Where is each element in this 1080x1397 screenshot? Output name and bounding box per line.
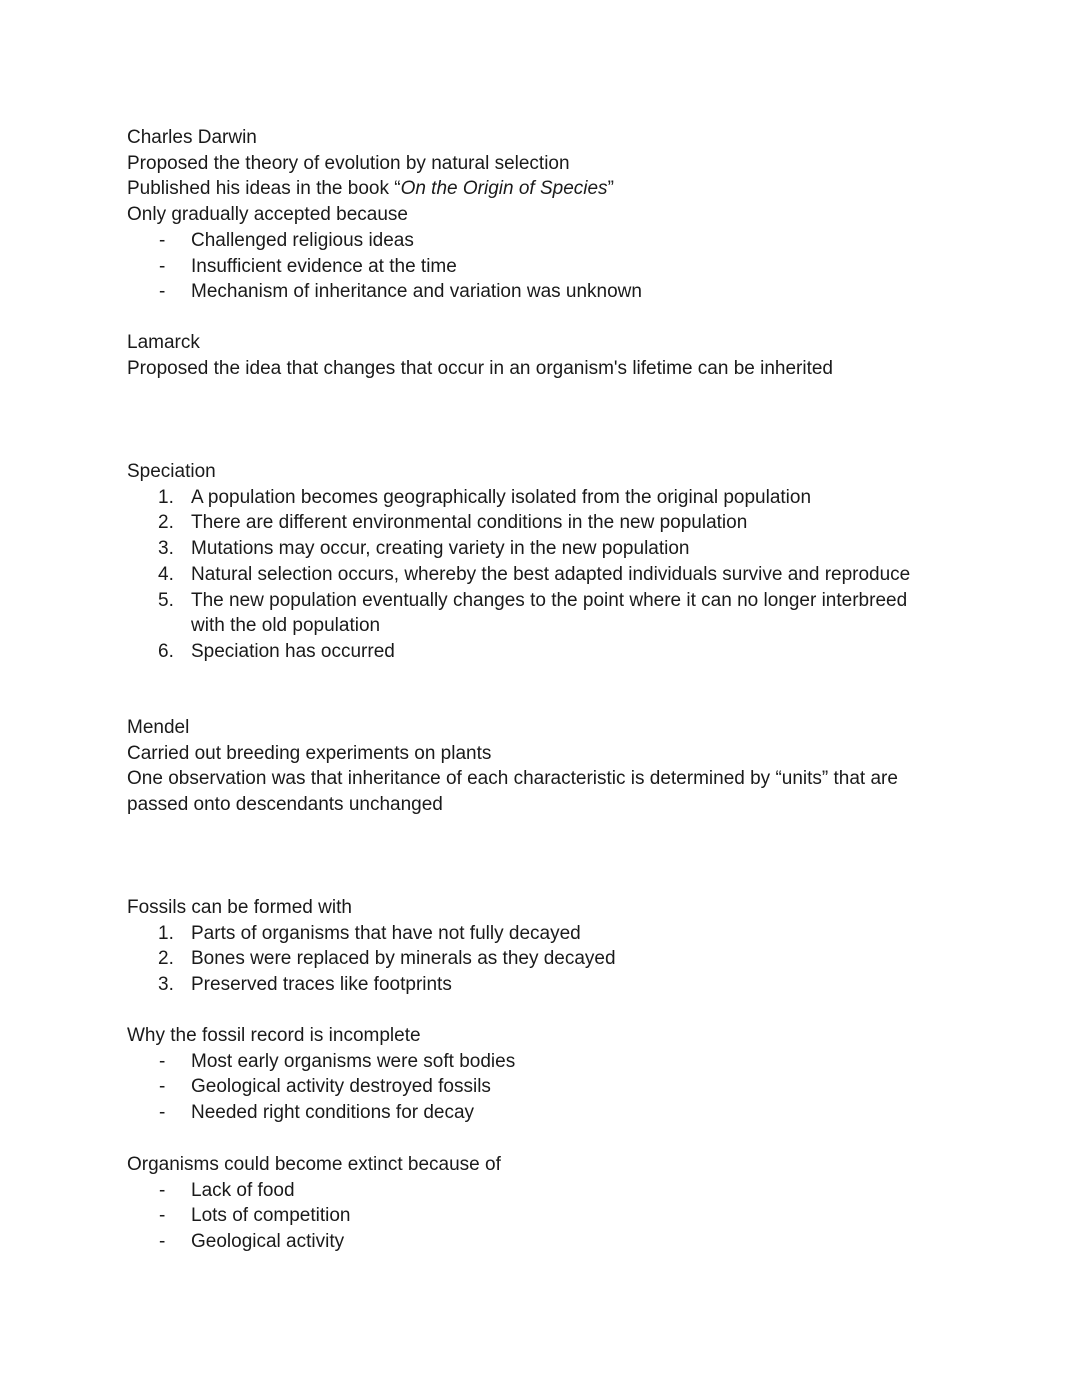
list-item — [127, 639, 957, 665]
list-item-text: Speciation has occurred — [191, 640, 395, 662]
number-marker: 1. — [158, 922, 174, 944]
list-item-text: Bones were replaced by minerals as they decayed — [191, 948, 616, 970]
book-title: On the Origin of Species — [400, 178, 608, 200]
lamarck-section — [127, 330, 957, 381]
mendel-line-2: One observation was that inheritance of each characteristic is determined by “units” that are passed onto descendants unchanged — [127, 768, 898, 816]
list-item-text: A population becomes geographically isolated from the original population — [191, 486, 812, 508]
number-marker: 5. — [158, 589, 174, 611]
list-item — [127, 562, 957, 588]
darwin-section — [127, 125, 957, 305]
list-item — [127, 946, 957, 972]
list-item-text: Natural selection occurs, whereby the best adapted individuals survive and reproduce — [191, 563, 911, 585]
mendel-heading: Mendel — [127, 717, 190, 738]
dash-marker: - — [159, 1102, 166, 1124]
list-item — [127, 1229, 957, 1255]
number-marker: 3. — [158, 538, 174, 560]
fossils-section — [127, 895, 957, 998]
fossil-record-list — [127, 1049, 957, 1126]
number-marker: 3. — [158, 974, 174, 996]
list-item-text: Geological activity — [191, 1231, 345, 1253]
list-item-text: The new population eventually changes to the point where it can no longer interbreed with the old population — [191, 589, 908, 637]
list-item — [127, 972, 957, 998]
speciation-section — [127, 459, 957, 665]
extinction-heading: Organisms could become extinct because of — [127, 1154, 501, 1175]
darwin-reasons-list — [127, 228, 957, 305]
mendel-line-1: Carried out breeding experiments on plants — [127, 742, 492, 764]
list-item — [127, 1178, 957, 1204]
speciation-heading: Speciation — [127, 461, 216, 482]
dash-marker: - — [159, 1205, 166, 1227]
list-item — [127, 588, 926, 639]
list-item-text: Most early organisms were soft bodies — [191, 1050, 516, 1072]
list-item — [127, 228, 957, 254]
list-item-text: Geological activity destroyed fossils — [191, 1076, 491, 1098]
list-item-text: Parts of organisms that have not fully decayed — [191, 922, 581, 944]
list-item-text: Challenged religious ideas — [191, 229, 414, 251]
darwin-line-2-prefix: Published his ideas in the book “ — [127, 178, 401, 200]
dash-marker: - — [159, 1179, 166, 1201]
dash-marker: - — [159, 281, 166, 303]
fossil-record-heading: Why the fossil record is incomplete — [127, 1025, 421, 1046]
list-item-text: Mutations may occur, creating variety in the new population — [191, 538, 690, 560]
dash-marker: - — [159, 1050, 166, 1072]
number-marker: 2. — [158, 948, 174, 970]
darwin-line-2 — [127, 176, 957, 202]
darwin-line-2-suffix: ” — [607, 178, 614, 200]
fossils-heading: Fossils can be formed with — [127, 897, 352, 918]
list-item — [127, 254, 957, 280]
list-item-text: Preserved traces like footprints — [191, 974, 452, 996]
extinction-section — [127, 1152, 957, 1255]
list-item — [127, 1074, 957, 1100]
darwin-line-3: Only gradually accepted because — [127, 204, 408, 226]
list-item-text: Needed right conditions for decay — [191, 1102, 475, 1124]
list-item-text: Lots of competition — [191, 1205, 351, 1227]
dash-marker: - — [159, 229, 166, 251]
darwin-heading: Charles Darwin — [127, 127, 257, 148]
fossil-record-section — [127, 1023, 957, 1126]
list-item — [127, 921, 957, 947]
dash-marker: - — [159, 1076, 166, 1098]
dash-marker: - — [159, 255, 166, 277]
list-item-text: Lack of food — [191, 1179, 295, 1201]
number-marker: 2. — [158, 512, 174, 534]
lamarck-heading: Lamarck — [127, 332, 200, 353]
mendel-section — [127, 715, 957, 818]
list-item — [127, 1203, 957, 1229]
number-marker: 1. — [158, 486, 174, 508]
dash-marker: - — [159, 1231, 166, 1253]
list-item — [127, 1049, 957, 1075]
extinction-list — [127, 1178, 957, 1255]
list-item — [127, 536, 957, 562]
list-item — [127, 510, 957, 536]
list-item — [127, 485, 957, 511]
list-item — [127, 279, 957, 305]
number-marker: 4. — [158, 563, 174, 585]
list-item-text: Insufficient evidence at the time — [191, 255, 457, 277]
fossils-list — [127, 921, 957, 998]
lamarck-line-1: Proposed the idea that changes that occur in an organism's lifetime can be inherited — [127, 357, 833, 379]
number-marker: 6. — [158, 640, 174, 662]
list-item-text: Mechanism of inheritance and variation was unknown — [191, 281, 642, 303]
list-item — [127, 1100, 957, 1126]
speciation-steps-list — [127, 485, 957, 665]
darwin-line-1: Proposed the theory of evolution by natural selection — [127, 152, 570, 174]
list-item-text: There are different environmental conditions in the new population — [191, 512, 748, 534]
